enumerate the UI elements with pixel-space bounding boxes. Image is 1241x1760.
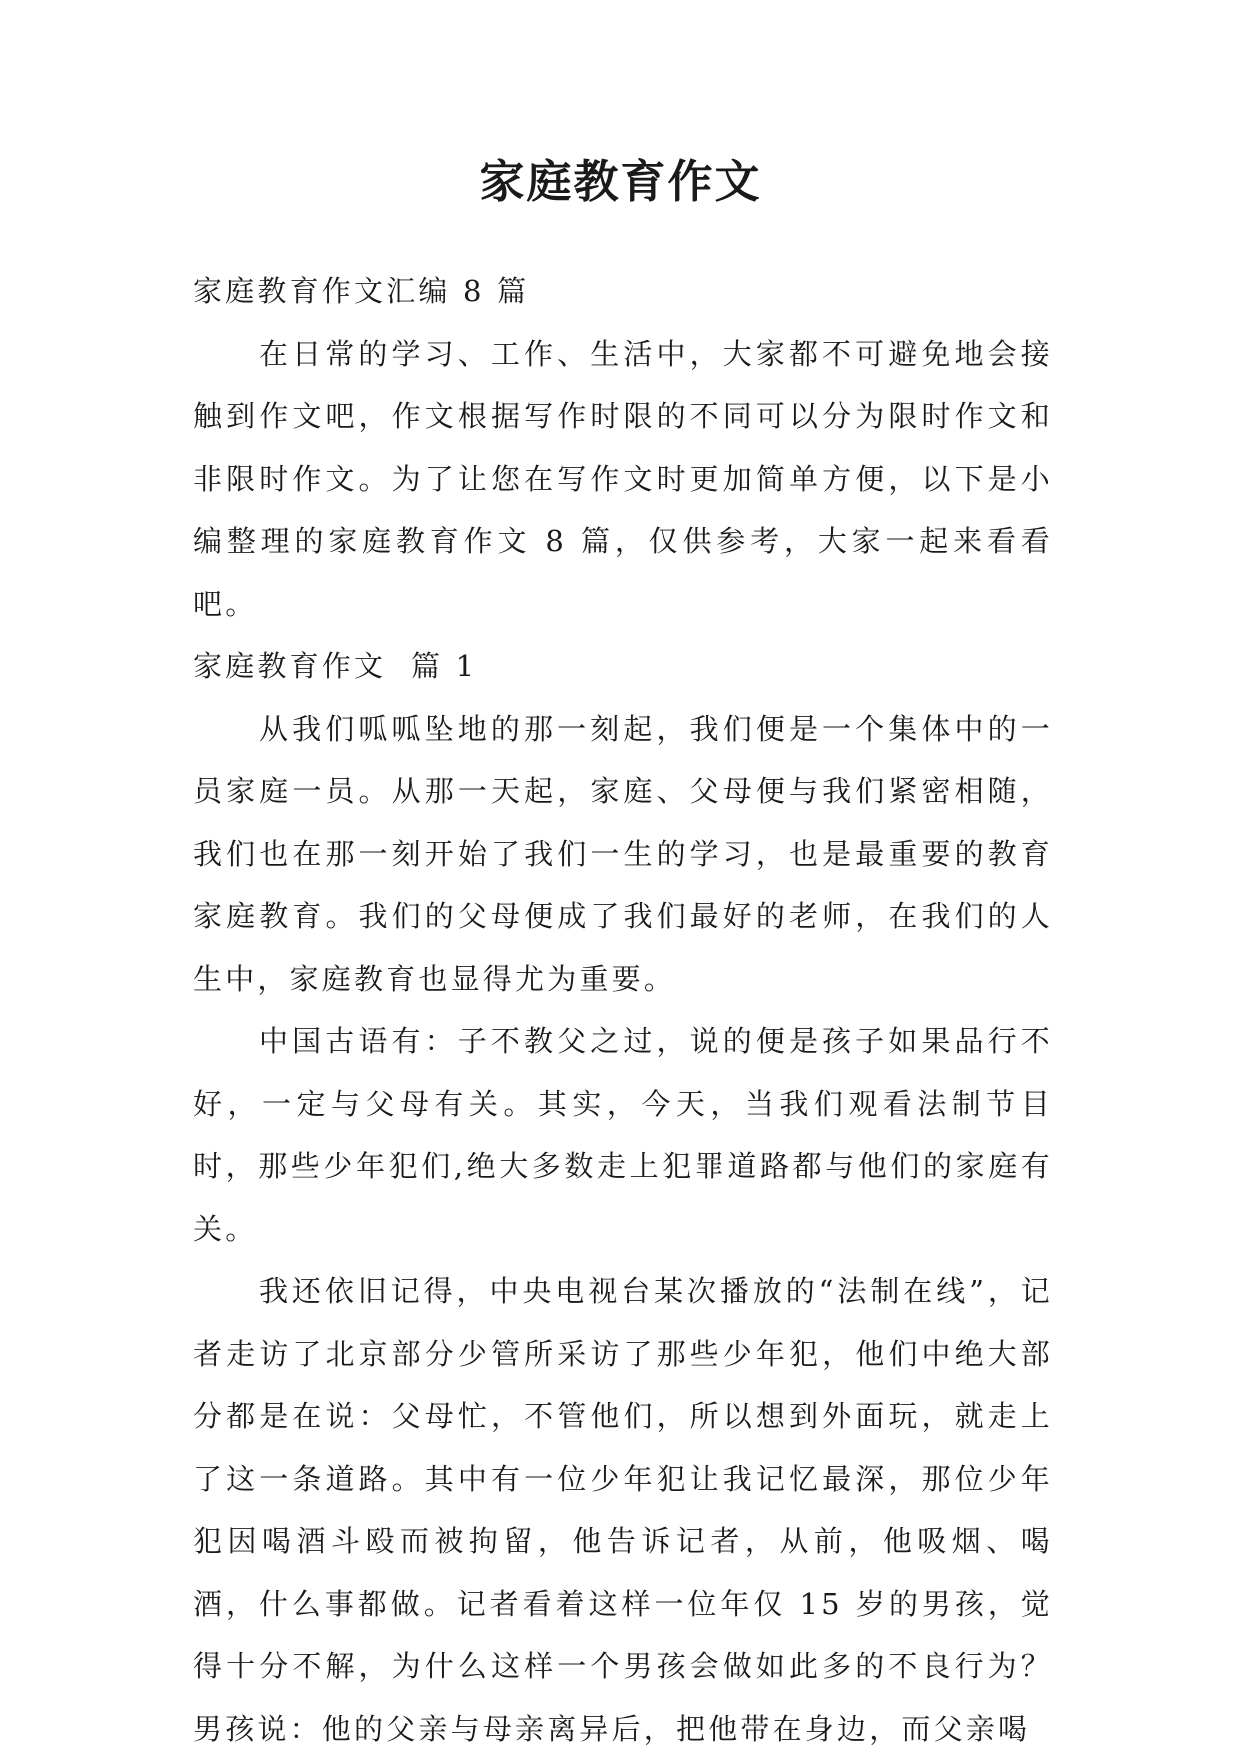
body-paragraph: 从我们呱呱坠地的那一刻起，我们便是一个集体中的一员家庭一员。从那一天起，家庭、父母便与我们紧密相随，我们也在那一刻开始了我们一生的学习，也是最重要的教育家庭教育。我们的父母便成了我们最好的老师，在我们的人生中，家庭教育也显得尤为重要。: [193, 711, 1053, 996]
document-body: [193, 260, 1053, 1760]
section-heading: 家庭教育作文 篇 1: [193, 649, 478, 683]
body-paragraph: 我还依旧记得，中央电视台某次播放的“法制在线”，记者走访了北京部分少管所采访了那些少年犯，他们中绝大部分都是在说：父母忙，不管他们，所以想到外面玩，就走上了这一条道路。其中有一位少年犯让我记忆最深，那位少年犯因喝酒斗殴而被拘留，他告诉记者，从前，他吸烟、喝酒，什么事都做。记者看着这样一位年仅 15 岁的男孩，觉得十分不解，为什么这样一个男孩会做如此多的不良行为？男孩说：他的父亲与母亲离异后，把他带在身边，而父亲喝: [193, 1274, 1053, 1746]
intro-paragraph: 在日常的学习、工作、生活中，大家都不可避免地会接触到作文吧，作文根据写作时限的不同可以分为限时作文和非限时作文。为了让您在写作文时更加简单方便，以下是小编整理的家庭教育作文 8 篇，仅供参考，大家一起来看看吧。: [193, 336, 1053, 621]
subtitle: 家庭教育作文汇编 8 篇: [193, 274, 530, 308]
body-paragraph: 中国古语有：子不教父之过，说的便是孩子如果品行不好，一定与父母有关。其实，今天，当我们观看法制节目时，那些少年犯们,绝大多数走上犯罪道路都与他们的家庭有关。: [193, 1024, 1053, 1246]
document-title: 家庭教育作文: [479, 155, 762, 208]
